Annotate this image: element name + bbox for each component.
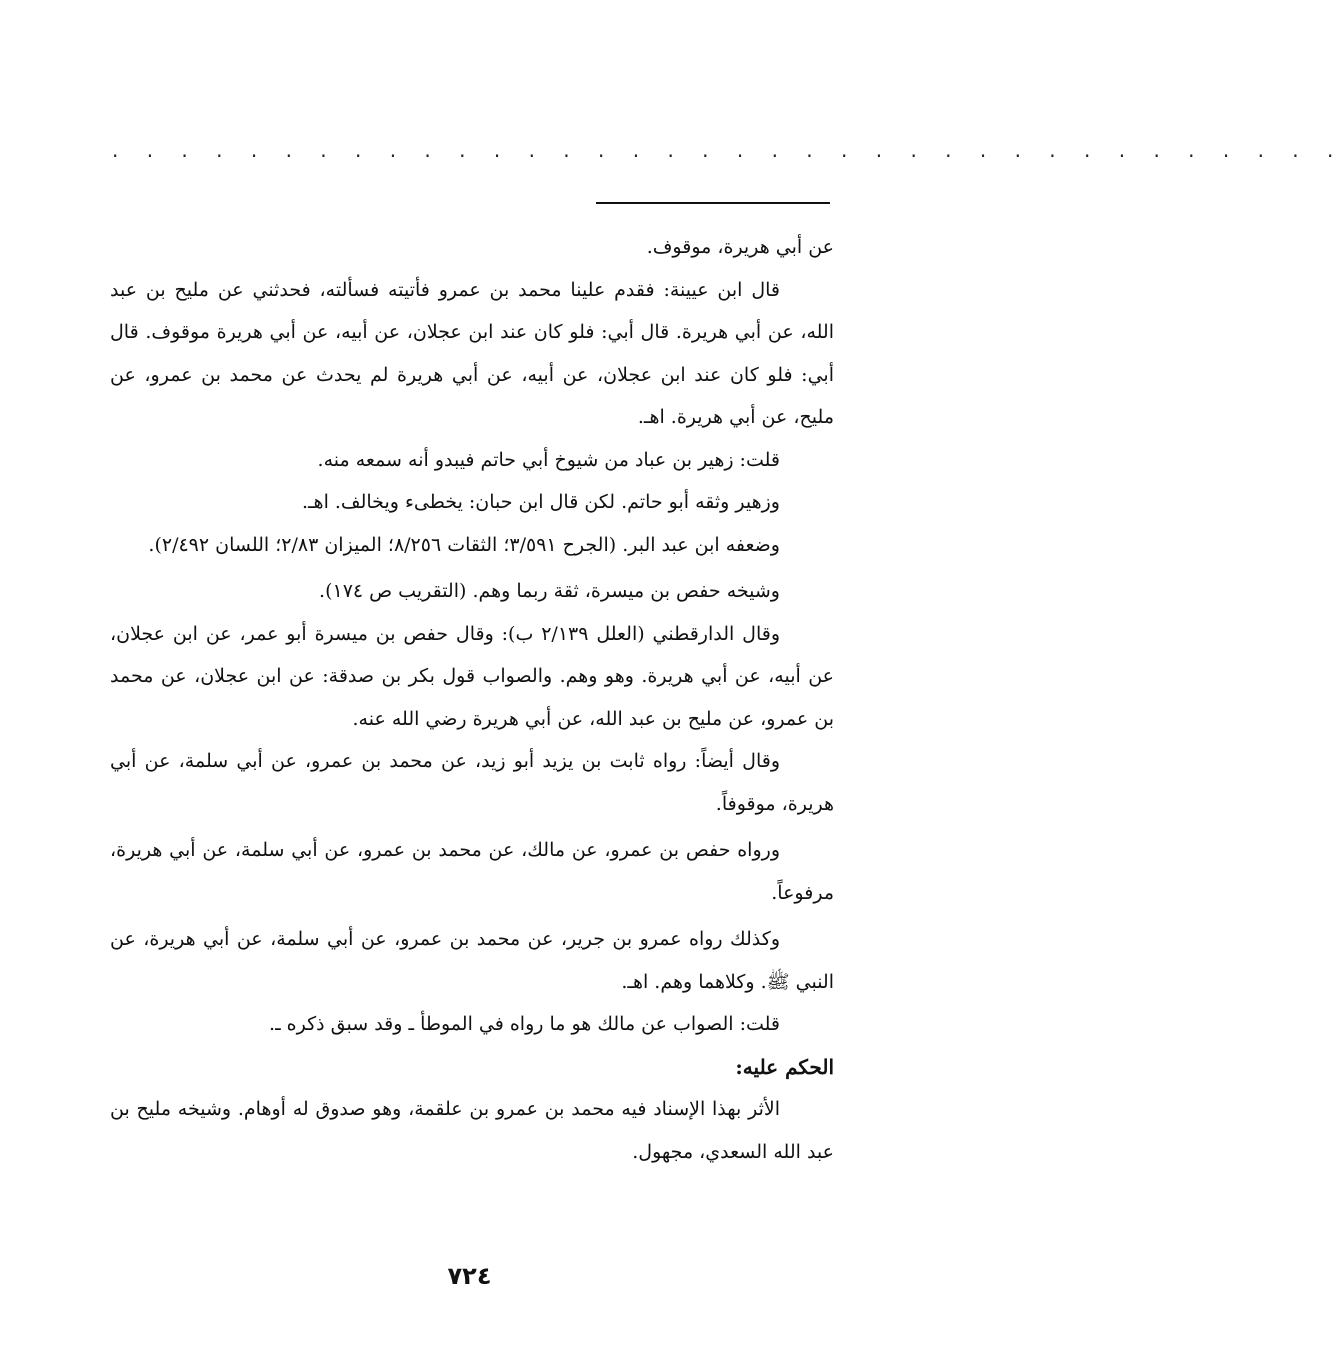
paragraph-hukm: الأثر بهذا الإسناد فيه محمد بن عمرو بن علقمة، وهو صدوق له أوهام. وشيخه مليح بن عبد الله السعدي، مجهول. bbox=[110, 1098, 834, 1163]
section-heading-hukm: الحكم عليه: bbox=[735, 1054, 834, 1079]
page-number: ٧٢٤ bbox=[447, 1262, 492, 1290]
dotted-separator: . . . . . . . . . . . . . . . . . . . . . . . . . . . . . . . . . . . . bbox=[112, 138, 1344, 162]
paragraph-mawquf: عن أبي هريرة، موقوف. bbox=[646, 236, 834, 258]
paragraph-hafs-amr: ورواه حفص بن عمرو، عن مالك، عن محمد بن عمرو، عن أبي سلمة، عن أبي هريرة، مرفوعاً. bbox=[110, 839, 834, 904]
paragraph-shaykh-hafs: وشيخه حفص بن ميسرة، ثقة ربما وهم. (التقريب ص ١٧٤). bbox=[319, 580, 780, 602]
paragraph-thiqah: وزهير وثقه أبو حاتم. لكن قال ابن حبان: يخطىء ويخالف. اهـ. bbox=[301, 491, 780, 513]
paragraph-thabit: وقال أيضاً: رواه ثابت بن يزيد أبو زيد، عن محمد بن عمرو، عن أبي سلمة، عن أبي هريرة، موقوفاً. bbox=[110, 750, 834, 815]
footnote-divider bbox=[596, 202, 830, 204]
paragraph-amr-jarir: وكذلك رواه عمرو بن جرير، عن محمد بن عمرو، عن أبي سلمة، عن أبي هريرة، عن النبي ﷺ. وكلاهما وهم. اهـ. bbox=[110, 928, 834, 993]
paragraph-sawab: قلت: الصواب عن مالك هو ما رواه في الموطأ ـ وقد سبق ذكره ـ. bbox=[269, 1013, 780, 1035]
paragraph-ibn-uyaynah: قال ابن عيينة: فقدم علينا محمد بن عمرو فأتيته فسألته، فحدثني عن مليح بن عبد الله، عن أبي هريرة. قال أبي: فلو كان عند ابن عجلان، عن أبيه، عن أبي هريرة موقوف. قال أبي: فلو كان عند ابن عجلان، عن أبيه، عن أبي هريرة لم يحدث عن محمد بن عمرو، عن مليح، عن أبي هريرة. اهـ. bbox=[110, 278, 834, 428]
page-body bbox=[110, 226, 834, 1173]
paragraph-daraqutni: وقال الدارقطني (العلل ٢/١٣٩ ب): وقال حفص بن ميسرة أبو عمر، عن ابن عجلان، عن أبيه، عن أبي هريرة. وهو وهم. والصواب قول بكر بن صدقة: عن ابن عجلان، عن محمد بن عمرو، عن مليح بن عبد الله، عن أبي هريرة رضي الله عنه. bbox=[110, 622, 834, 730]
paragraph-zuhair: قلت: زهير بن عباد من شيوخ أبي حاتم فيبدو أنه سمعه منه. bbox=[317, 448, 780, 471]
paragraph-daafahu: وضعفه ابن عبد البر. (الجرح ٣/٥٩١؛ الثقات ٨/٢٥٦؛ الميزان ٢/٨٣؛ اللسان ٢/٤٩٢). bbox=[148, 533, 780, 556]
